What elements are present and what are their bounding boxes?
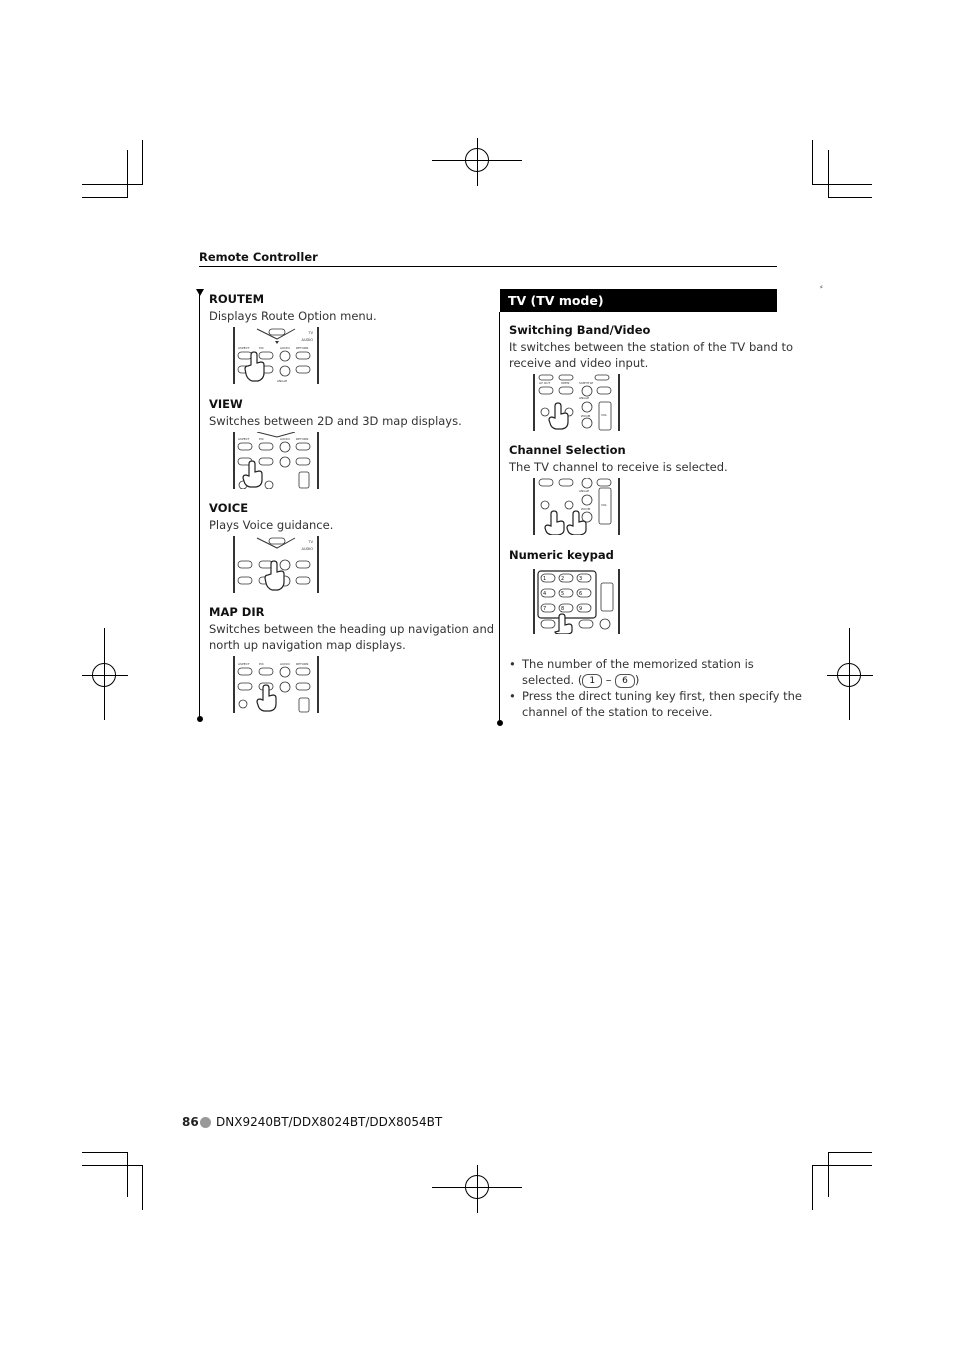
crop-mark	[82, 197, 128, 198]
bullet-text: )	[634, 673, 640, 687]
svg-text:8: 8	[561, 606, 565, 612]
svg-text:5: 5	[561, 591, 565, 597]
svg-text:3: 3	[579, 576, 583, 582]
svg-text:TV: TV	[308, 331, 313, 335]
voice-desc: Plays Voice guidance.	[209, 518, 334, 532]
svg-text:AUDIO: AUDIO	[280, 662, 290, 666]
crop-mark	[828, 1152, 872, 1153]
section-rule	[199, 266, 777, 267]
key-1-icon: 1	[582, 674, 602, 688]
crop-mark	[812, 140, 813, 185]
map-dir-title: MAP DIR	[209, 605, 265, 619]
remote-illustration	[233, 536, 319, 593]
crop-mark	[142, 1165, 143, 1210]
footer-dot-icon	[200, 1117, 211, 1128]
svg-text:ASPECT: ASPECT	[238, 662, 250, 666]
svg-text:VOL: VOL	[601, 503, 608, 507]
channel-selection-title: Channel Selection	[509, 443, 626, 457]
svg-text:7: 7	[543, 606, 547, 612]
svg-text:6: 6	[579, 591, 583, 597]
voice-title: VOICE	[209, 501, 249, 515]
bullet-text: The number of the memorized station is	[522, 657, 754, 671]
numeric-keypad-title: Numeric keypad	[509, 548, 614, 562]
tv-mode-header: TV (TV mode)	[500, 289, 777, 312]
bullet-text: Press the direct tuning key first, then specify the	[522, 689, 802, 703]
crop-mark	[812, 1165, 813, 1210]
section-label: Remote Controller	[199, 250, 318, 264]
remote-illustration	[233, 656, 319, 713]
channel-selection-desc: The TV channel to receive is selected.	[509, 460, 728, 474]
crop-mark	[142, 140, 143, 185]
bullet-text: selected. (	[522, 673, 583, 687]
key-6-icon: 6	[615, 674, 635, 688]
svg-text:RETURN: RETURN	[296, 346, 309, 350]
dash: –	[605, 673, 612, 687]
map-dir-desc-line1: Switches between the heading up navigation and	[209, 622, 495, 636]
switching-band-desc-line2: receive and video input.	[509, 356, 649, 370]
svg-text:ASPECT: ASPECT	[238, 346, 250, 350]
bullet-item: • The number of the memorized station is	[509, 657, 754, 671]
right-column-line	[499, 312, 500, 722]
bullet-item: • Press the direct tuning key first, then specify the	[509, 689, 802, 703]
svg-text:SUBTITLE: SUBTITLE	[579, 381, 594, 385]
svg-text:1: 1	[543, 576, 547, 582]
svg-text:TV: TV	[308, 540, 313, 544]
crop-mark	[828, 1152, 829, 1197]
crop-mark	[82, 1152, 128, 1153]
svg-text:AUDIO: AUDIO	[301, 338, 313, 342]
page-number: 86	[182, 1115, 199, 1129]
switching-band-title: Switching Band/Video	[509, 323, 651, 337]
svg-text:PIC: PIC	[259, 662, 264, 666]
crop-mark	[812, 184, 872, 185]
routem-title: ROUTEM	[209, 292, 265, 306]
routem-desc: Displays Route Option menu.	[209, 309, 377, 323]
view-desc: Switches between 2D and 3D map displays.	[209, 414, 462, 428]
svg-text:VOL: VOL	[601, 413, 608, 417]
svg-text:RETURN: RETURN	[296, 437, 309, 441]
switching-band-desc-line1: It switches between the station of the TV band to	[509, 340, 794, 354]
svg-text:PIC: PIC	[259, 346, 264, 350]
crop-mark	[812, 1165, 872, 1166]
svg-text:AUDIO: AUDIO	[280, 437, 290, 441]
crop-mark	[82, 1165, 142, 1166]
map-dir-desc-line2: north up navigation map displays.	[209, 638, 406, 652]
svg-text:ZOOM: ZOOM	[581, 414, 591, 418]
remote-illustration	[233, 327, 319, 384]
svg-text:4: 4	[543, 591, 547, 597]
column-end-dot	[197, 716, 203, 722]
remote-illustration	[233, 432, 319, 489]
column-end-dot	[497, 720, 503, 726]
crop-mark	[828, 197, 872, 198]
svg-text:AUDIO: AUDIO	[280, 346, 290, 350]
svg-text:2: 2	[561, 576, 565, 582]
remote-illustration	[533, 569, 620, 634]
view-title: VIEW	[209, 397, 243, 411]
bullet-text: channel of the station to receive.	[522, 705, 713, 719]
svg-text:ANGLE: ANGLE	[277, 379, 288, 383]
crop-mark	[828, 150, 829, 198]
crop-mark	[127, 150, 128, 198]
svg-text:ANGLE: ANGLE	[579, 396, 590, 400]
left-column-line	[199, 294, 200, 718]
column-start-marker	[196, 289, 204, 296]
remote-illustration	[533, 478, 620, 535]
crop-mark	[127, 1152, 128, 1197]
svg-text:AV OUT: AV OUT	[539, 381, 551, 385]
svg-text:PIC: PIC	[259, 437, 264, 441]
svg-text:OPEN: OPEN	[561, 381, 570, 385]
svg-text:ANGLE: ANGLE	[579, 489, 590, 493]
svg-text:AUDIO: AUDIO	[301, 547, 313, 551]
bullet-item-continuation	[522, 704, 713, 720]
side-mark: ⸗	[820, 282, 823, 291]
crop-mark	[82, 184, 142, 185]
svg-text:ASPECT: ASPECT	[238, 437, 250, 441]
model-numbers: DNX9240BT/DDX8024BT/DDX8054BT	[216, 1115, 443, 1129]
remote-illustration	[533, 374, 620, 431]
bullet-item-continuation	[522, 672, 639, 688]
svg-text:ZOOM: ZOOM	[581, 507, 591, 511]
svg-text:9: 9	[579, 606, 583, 612]
svg-text:RETURN: RETURN	[296, 662, 309, 666]
